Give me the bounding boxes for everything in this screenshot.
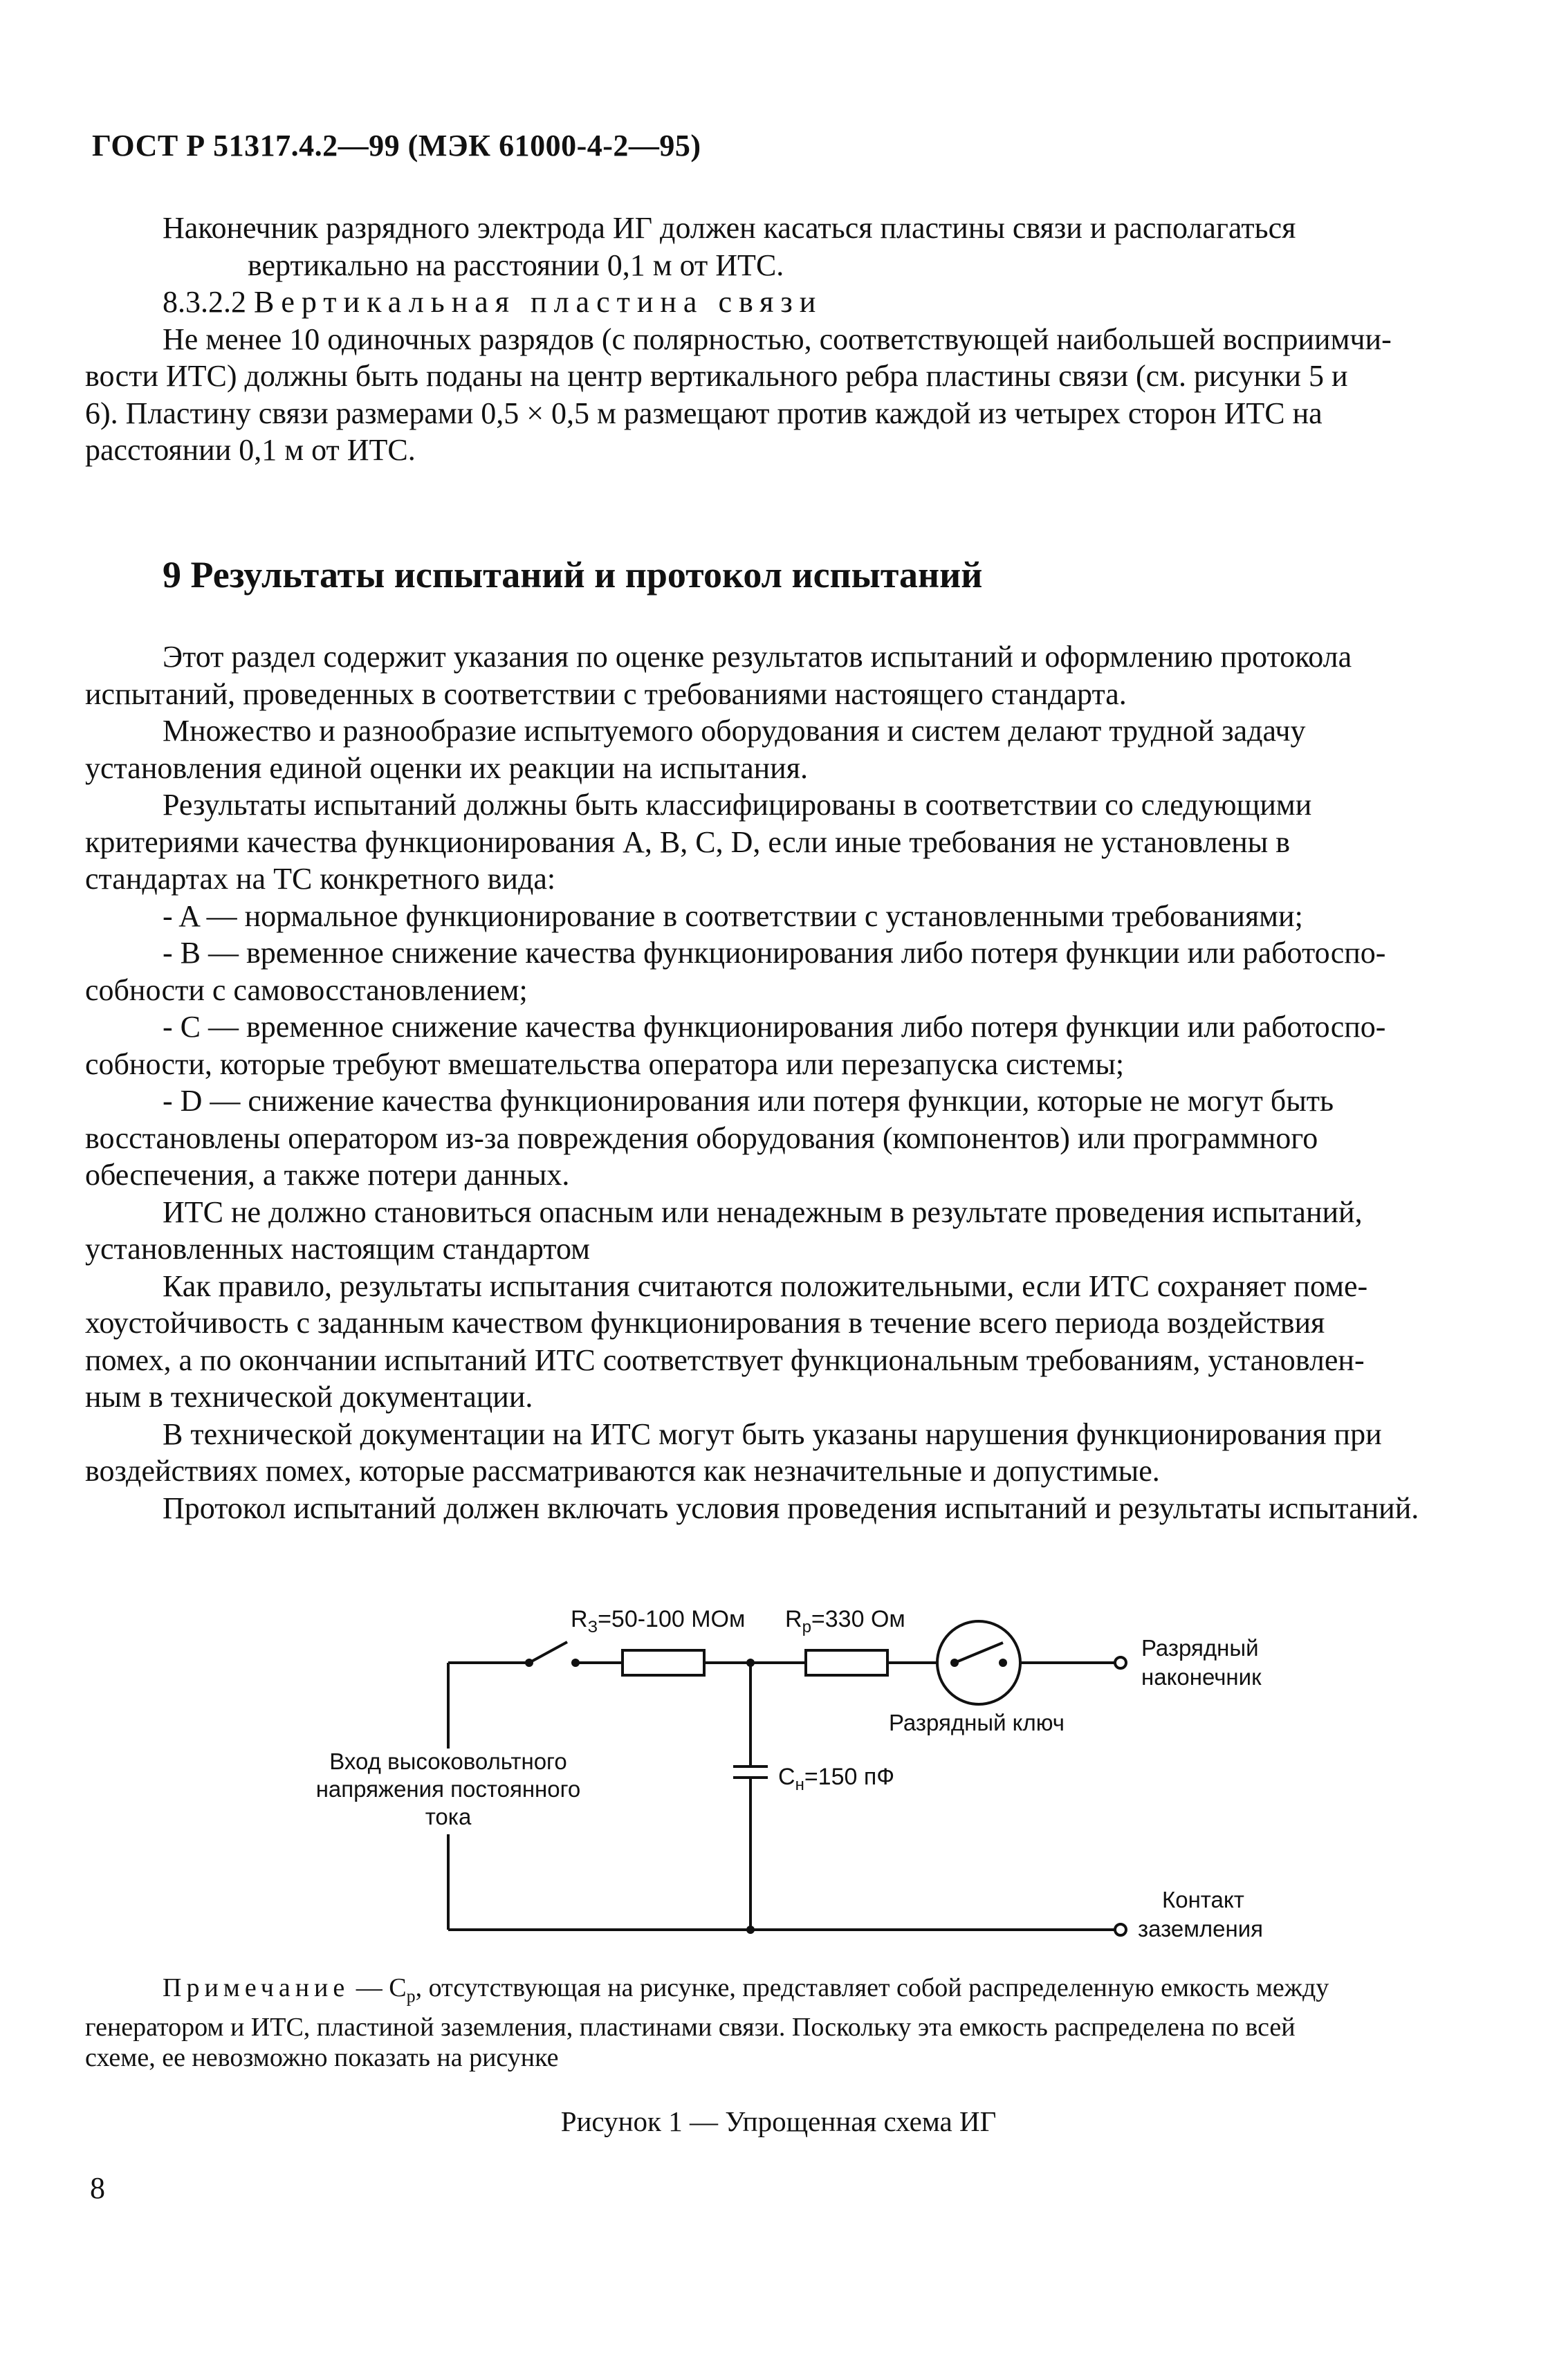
text-line: вости ИТС) должны быть поданы на центр вертикального ребра пластины связи (см. рисунки 5 и	[85, 359, 1348, 393]
note-line: генератором и ИТС, пластиной заземления, пластинами связи. Поскольку эта емкость распределена по всей	[85, 2012, 1296, 2042]
text-line: испытаний, проведенных в соответствии с требованиями настоящего стандарта.	[85, 676, 1127, 711]
discharge-switch-icon	[937, 1621, 1020, 1704]
tip-label: Разрядный	[1141, 1635, 1259, 1661]
input-label: тока	[425, 1804, 472, 1829]
ground-terminal	[1115, 1924, 1126, 1935]
switch-contact	[571, 1659, 580, 1667]
note-line: Примечание — $C_р$, отсутствующая на рисунке, представляет собой распределенную емкость между	[163, 1973, 1329, 2007]
text-line: стандартах на ТС конкретного вида:	[85, 862, 556, 896]
text-line: установленных настоящим стандартом	[85, 1232, 590, 1266]
text-line: Как правило, результаты испытания считаются положительными, если ИТС сохраняет поме-	[163, 1269, 1368, 1303]
rp-resistor	[806, 1650, 887, 1675]
figure-caption: Рисунок 1 — Упрощенная схема ИГ	[560, 2105, 997, 2137]
tip-label: наконечник	[1141, 1664, 1262, 1690]
criterion-a: - A — нормальное функционирование в соответствии с установленными требованиями;	[163, 898, 1303, 933]
text-line: ным в технической документации.	[85, 1380, 533, 1414]
input-label: Вход высоковольтного	[329, 1749, 567, 1774]
subsection-title: Вертикальная пластина связи	[254, 285, 823, 319]
subsection-number: 8.3.2.2	[163, 285, 246, 319]
text-line: Не менее 10 одиночных разрядов (с полярностью, соответствующей наибольшей восприимчи-	[163, 322, 1392, 356]
text-line: вертикально на расстоянии 0,1 м от ИТС.	[248, 248, 784, 282]
subsection-heading	[163, 284, 1480, 321]
intro-paragraph	[163, 210, 1480, 284]
criterion-b: - B — временное снижение качества функционирования либо потеря функции или работоспо-	[163, 936, 1386, 970]
text-line: помех, а по окончании испытаний ИТС соответствует функциональным требованиям, установлен-	[85, 1343, 1365, 1377]
subsection-8-3-2-2	[163, 284, 1480, 358]
ground-label: Контакт	[1162, 1887, 1244, 1912]
text-line: Протокол испытаний должен включать условия проведения испытаний и результаты испытаний.	[163, 1491, 1419, 1525]
document-header: ГОСТ Р 51317.4.2—99 (МЭК 61000-4-2—95)	[92, 129, 701, 163]
circuit-diagram	[0, 1591, 1557, 1964]
note-lead: Примечание	[163, 1973, 350, 2002]
text-line: В технической документации на ИТС могут быть указаны нарушения функционирования при	[163, 1417, 1382, 1451]
text-line: собности с самовосстановлением;	[85, 972, 528, 1007]
page-number: 8	[90, 2171, 105, 2205]
ground-label: заземления	[1138, 1916, 1264, 1941]
text-line: 6). Пластину связи размерами 0,5 × 0,5 м размещают против каждой из четырех сторон ИТС на	[85, 396, 1323, 430]
criterion-d: - D — снижение качества функционирования или потеря функции, которые не могут быть	[163, 1084, 1334, 1118]
text-line: Множество и разнообразие испытуемого оборудования и систем делают трудной задачу	[163, 714, 1306, 748]
switch-contact	[950, 1659, 959, 1667]
text-line: хоустойчивость с заданным качеством функционирования в течение всего периода воздействия	[85, 1306, 1325, 1340]
junction-dot	[746, 1659, 755, 1667]
text-line: критериями качества функционирования A, B, C, D, если иные требования не установлены в	[85, 824, 1290, 859]
text-line: воздействиях помех, которые рассматриваются как незначительные и допустимые.	[85, 1454, 1160, 1488]
text-line: обеспечения, а также потери данных.	[85, 1158, 570, 1192]
figure-note	[85, 1973, 1480, 2073]
r3-label: $R_З=50-100$ МОм	[571, 1606, 746, 1636]
discharge-switch-blade	[955, 1643, 1003, 1663]
switch-label: Разрядный ключ	[889, 1710, 1065, 1735]
criterion-c: - C — временное снижение качества функционирования либо потеря функции или работоспо-	[163, 1010, 1386, 1044]
r3-resistor	[623, 1650, 704, 1675]
text-line: собности, которые требуют вмешательства оператора или перезапуска системы;	[85, 1046, 1125, 1081]
subsection-body	[85, 358, 1480, 469]
switch-contact	[999, 1659, 1007, 1667]
input-label: напряжения постоянного	[315, 1776, 581, 1802]
text-line: восстановлены оператором из-за повреждения оборудования (компонентов) или программного	[85, 1120, 1318, 1155]
text-line: Результаты испытаний должны быть классифицированы в соответствии со следующими	[163, 788, 1312, 822]
junction-dot	[746, 1926, 755, 1934]
note-line: схеме, ее невозможно показать на рисунке	[85, 2042, 559, 2072]
cn-label: $C_н=150$ пФ	[778, 1764, 895, 1794]
text-line: ИТС не должно становиться опасным или ненадежным в результате проведения испытаний,	[163, 1194, 1363, 1229]
text-line: установления единой оценки их реакции на испытания.	[85, 750, 808, 785]
text-line: расстоянии 0,1 м от ИТС.	[85, 433, 416, 467]
section-body	[85, 638, 1480, 1526]
text-line: Этот раздел содержит указания по оценке результатов испытаний и оформлению протокола	[163, 640, 1352, 674]
switch-contact	[525, 1659, 533, 1667]
text-line: Наконечник разрядного электрода ИГ должен касаться пластины связи и располагаться	[163, 211, 1296, 245]
tip-terminal	[1115, 1657, 1126, 1668]
rp-label: $R_р=330$ Ом	[785, 1606, 905, 1636]
section-title: 9 Результаты испытаний и протокол испытаний	[163, 554, 983, 596]
input-switch	[529, 1642, 567, 1663]
